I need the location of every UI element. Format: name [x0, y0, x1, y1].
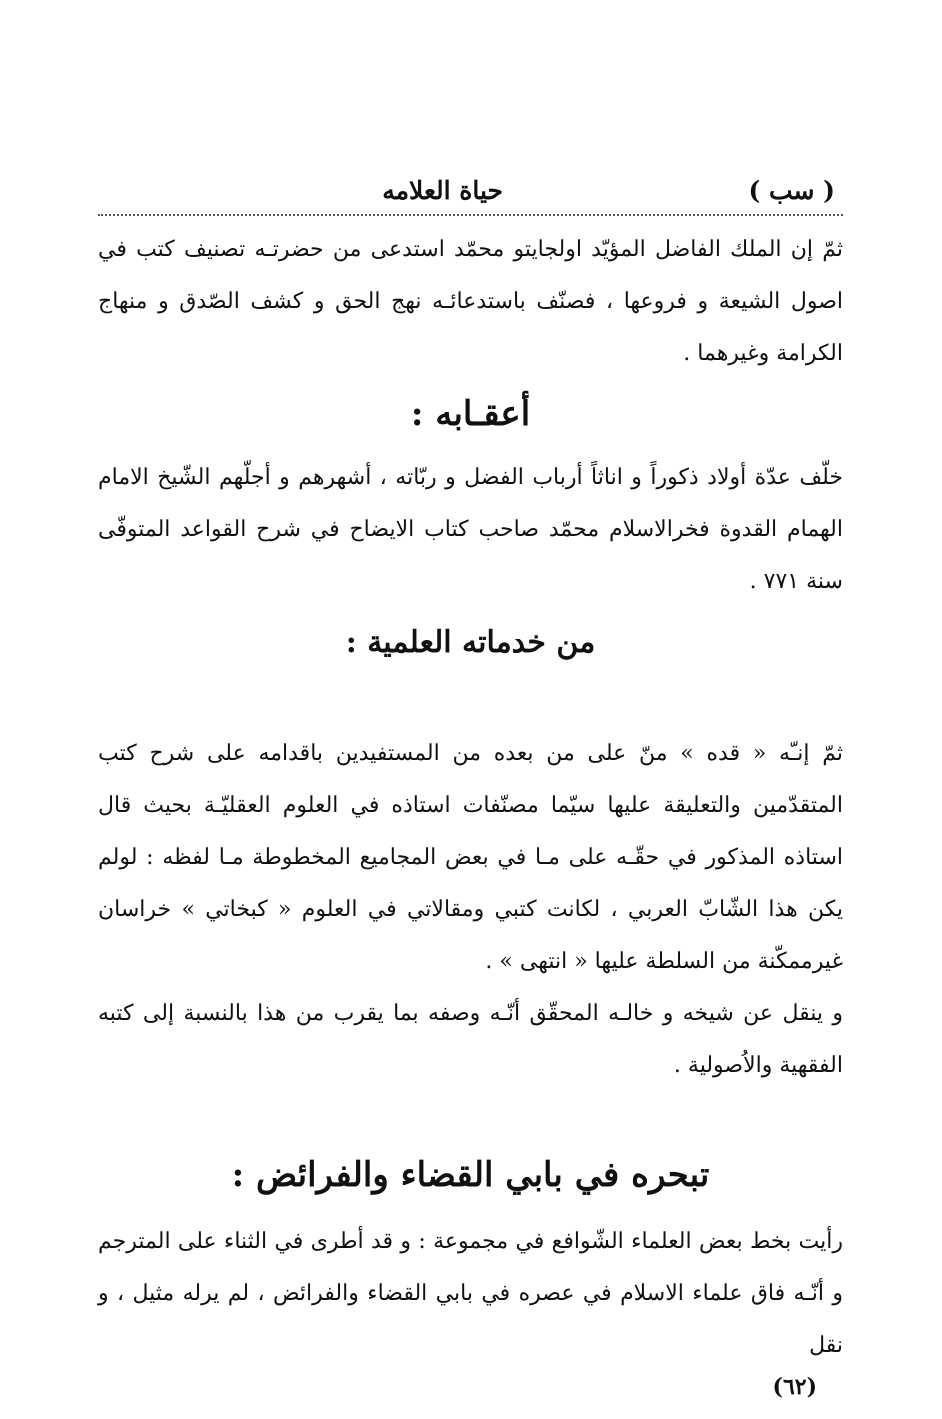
page-code: ( سب ): [748, 176, 835, 205]
intro-paragraph: ثمّ إن الملك الفاضل المؤيّد اولجايتو محمّد استدعى من حضرتـه تصنيف كتب في اصول الشيعة و فروعها ، فصنّف باستدعائـه نهج الحق و كشف الصّدق و منهاج الكرامة وغيرهما .: [98, 237, 843, 366]
services-paragraph: و ينقل عن شيخه و خالـه المحقّق أنّـه وصفه بما يقرب من هذا بالنسبة إلى كتبه الفقهية والاُصولية .: [98, 1001, 843, 1078]
expertise-paragraph: رأيت بخط بعض العلماء الشّوافع في مجموعة : و قد أطرى في الثناء على المترجم و أنّـه فاق علماء الاسلام في عصره في بابي القضاء والفرائض ، لم يرله مثيل ، و نقل: [98, 1229, 843, 1358]
descendants-heading: أعقـابه :: [410, 394, 531, 434]
document-page: [98, 170, 843, 1402]
page-header: [98, 170, 843, 216]
page-number: (٦٢): [772, 1374, 817, 1400]
running-title: حياة العلامه: [382, 176, 503, 205]
services-heading: من خدماته العلمية :: [345, 625, 596, 660]
descendants-paragraph: خلّف عدّة أولاد ذكوراً و اناثاً أرباب الفضل و ربّاته ، أشهرهم و أجلّهم الشّيخ الامام الهمام القدوة فخرالاسلام محمّد صاحب كتاب الايضاح في شرح القواعد المتوفّى سنة ٧٧١ .: [98, 465, 843, 594]
expertise-heading: تبحره في بابي القضاء والفرائض :: [231, 1155, 710, 1195]
services-paragraph: ثمّ إنـّه « قده » منّ على من بعده من المستفيدين باقدامه على شرح كتب المتقدّمين والتعليقة عليها سيّما مصنّفات استاذه في العلوم العقليّـة بحيث قال استاذه المذكور في حقّـه على مـا في بعض المجاميع المخطوطة مـا لفظه : لولم يكن هذا الشّابّ العربي ، لكانت كتبي ومقالاتي في العلوم « كبخاتي » خراسان غيرممكّنة من السلطة عليها « انتهى » .: [98, 741, 843, 974]
